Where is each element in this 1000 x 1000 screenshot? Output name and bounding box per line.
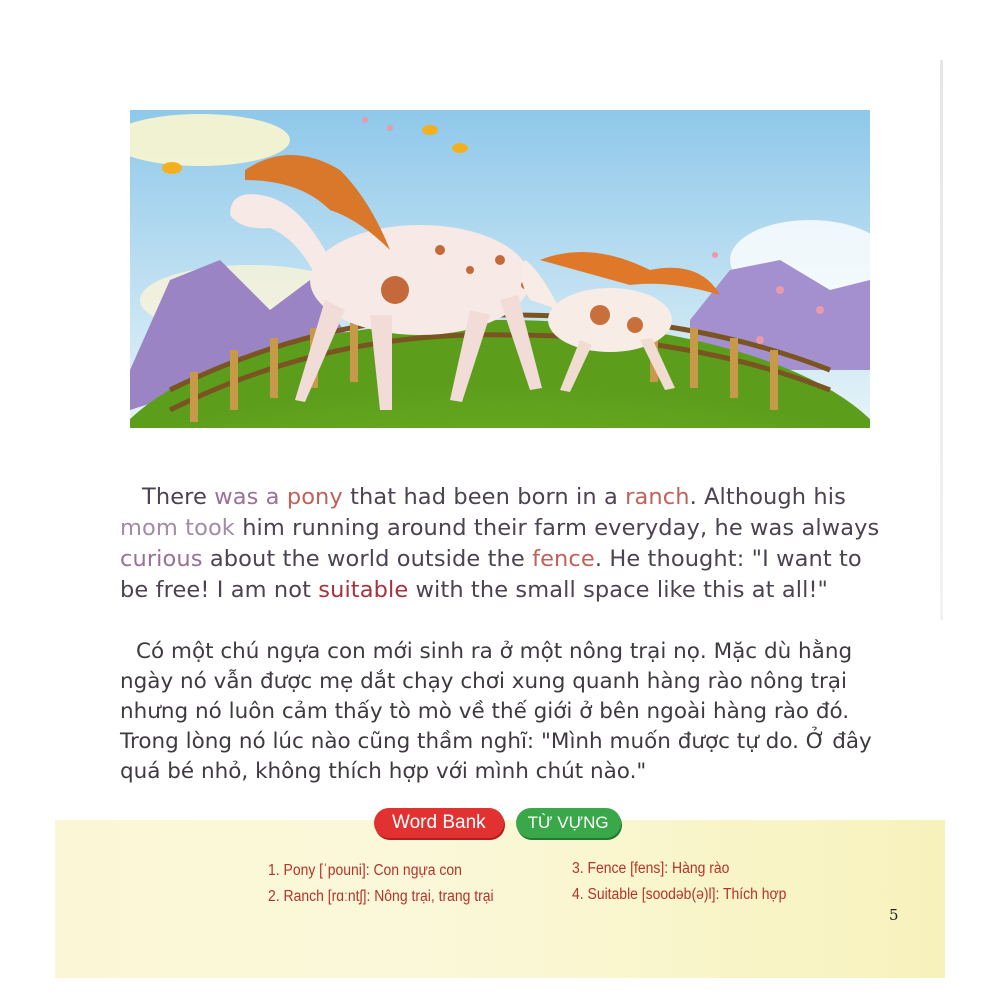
keyword-pony: pony [286, 484, 343, 510]
word-bank-list-right [572, 856, 786, 908]
illustration-canvas [130, 110, 870, 428]
word-bank-panel [55, 820, 945, 978]
word-bank-item: 3. Fence [fens]: Hàng rào [572, 860, 730, 877]
pony-illustration [130, 110, 870, 428]
word-bank-list-left [268, 858, 494, 910]
story-text: was a [214, 484, 287, 510]
story-vietnamese: Có một chú ngựa con mới sinh ra ở một nông trại nọ. Mặc dù hằng ngày nó vẫn được mẹ dắt chạy chơi xung quanh hàng rào nông trại nhưng nó luôn cảm thấy tò mò về thế giới ở bên ngoài hàng rào đó. Trong lòng nó lúc nào cũng thầm nghĩ: "Mình muốn được tự do. Ở đây quá bé nhỏ, không thích hợp với mình chút nào." [120, 639, 872, 784]
page-edge [940, 60, 943, 620]
story-text: There [142, 484, 215, 510]
word-bank-item: 4. Suitable [soodəb(ə)l]: Thích hợp [572, 886, 787, 903]
story-text: . Although his [689, 484, 846, 510]
word-bank-label: Word Bank [374, 808, 504, 838]
keyword-fence: fence [532, 546, 595, 572]
page-number: 5 [889, 906, 899, 924]
story-text: with the small space like this at all!" [408, 577, 829, 603]
story-text: mom took [120, 515, 235, 541]
word-bank-header [374, 808, 621, 840]
story-text: . He thought: "I want to be free! I am not [120, 546, 862, 603]
story-text: curious [120, 546, 203, 572]
keyword-ranch: ranch [625, 484, 690, 510]
word-bank-item: 1. Pony [ˈpouni]: Con ngựa con [268, 862, 462, 879]
story-english [120, 482, 890, 606]
keyword-suitable: suitable [318, 577, 409, 603]
vocabulary-label: TỪ VỰNG [516, 808, 621, 838]
story-text: that had been born in a [342, 484, 626, 510]
story-text: about the world outside the [202, 546, 533, 572]
story-text: him running around their farm everyday, he was always [234, 515, 880, 541]
word-bank-item: 2. Ranch [rɑːntʃ]: Nông trại, trang trại [268, 888, 494, 905]
